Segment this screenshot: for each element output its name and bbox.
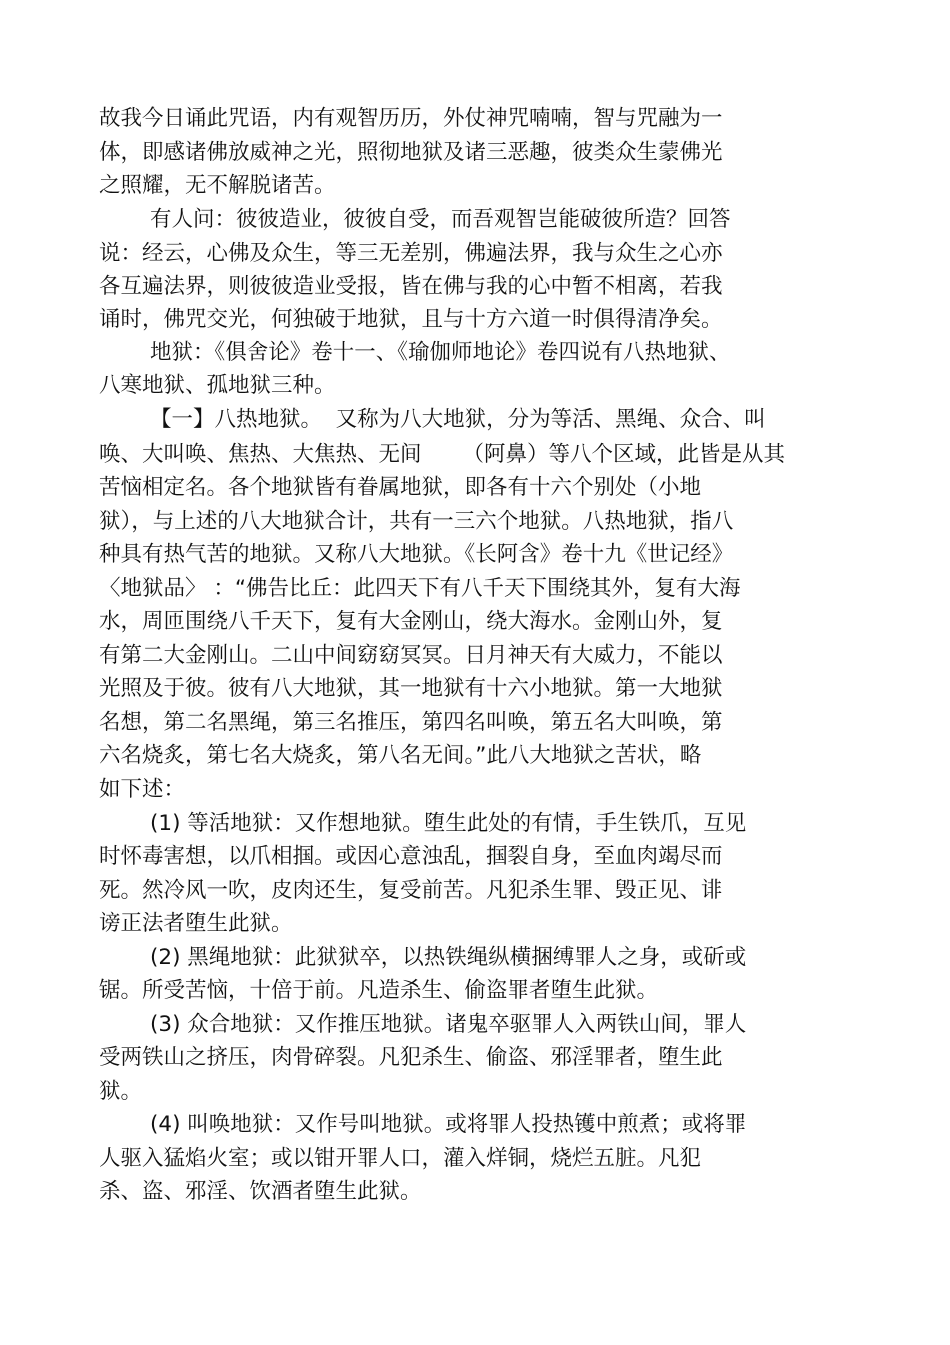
- text-line: 谤正法者堕生此狱。: [99, 911, 293, 936]
- text-line: 受两铁山之挤压，肉骨碎裂。凡犯杀生、偷盗、邪淫罪者，堕生此: [99, 1045, 723, 1070]
- text-line: 死。然冷风一吹，皮肉还生，复受前苦。凡犯杀生罪、毁正见、诽: [99, 878, 723, 903]
- text-line: 故我今日诵此咒语，内有观智历历，外仗神咒喃喃，智与咒融为一: [99, 106, 723, 131]
- text-line: 如下述：: [99, 777, 186, 802]
- text-line: 八寒地狱、孤地狱三种。: [99, 373, 336, 398]
- text-line: 杀、盗、邪淫、饮酒者堕生此狱。: [99, 1179, 422, 1204]
- text-line: 有第二大金刚山。二山中间窈窈冥冥。日月神天有大威力，不能以: [99, 643, 723, 668]
- text-line: 〈地狱品〉 ：“佛告比丘：此四天下有八千天下围绕其外，复有大海: [99, 576, 741, 601]
- list-item-line: (4) 叫唤地狱：又作号叫地狱。或将罪人投热镬中煎煮；或将罪: [150, 1112, 747, 1137]
- text-line: 六名烧炙，第七名大烧炙，第八名无间。”此八大地狱之苦状，略: [99, 743, 702, 768]
- text-line: 种具有热气苦的地狱。又称八大地狱。《长阿含》卷十九《世记经》: [99, 542, 734, 567]
- text-line: 有人问：彼彼造业，彼彼自受，而吾观智岂能破彼所造？回答: [150, 207, 731, 232]
- text-line: 唤、大叫唤、焦热、大焦热、无间 （阿鼻）等八个区域，此皆是从其: [99, 442, 786, 467]
- text-line: 水，周匝围绕八千天下，复有大金刚山，绕大海水。金刚山外，复: [99, 609, 723, 634]
- text-line: 地狱：《俱舍论》卷十一、《瑜伽师地论》卷四说有八热地狱、: [150, 340, 731, 365]
- text-line: 狱。: [99, 1079, 143, 1104]
- text-line: 各互遍法界，则彼彼造业受报，皆在佛与我的心中暂不相离，若我: [99, 274, 723, 299]
- text-line: 狱），与上述的八大地狱合计，共有一三六个地狱。八热地狱，指八: [99, 509, 734, 534]
- text-line: 体，即感诸佛放威神之光，照彻地狱及诸三恶趣，彼类众生蒙佛光: [99, 140, 723, 165]
- list-item-line: (2) 黑绳地狱：此狱狱卒，以热铁绳纵横捆缚罪人之身，或斫或: [150, 945, 747, 970]
- text-line: 诵时，佛咒交光，何独破于地狱，且与十方六道一时俱得清净矣。: [99, 307, 723, 332]
- text-line: 说：经云，心佛及众生，等三无差别，佛遍法界，我与众生之心亦: [99, 241, 723, 266]
- text-line: 时怀毒害想，以爪相掴。或因心意浊乱，掴裂自身，至血肉竭尽而: [99, 844, 723, 869]
- list-item-line: (1) 等活地狱：又作想地狱。堕生此处的有情，手生铁爪，互见: [150, 811, 747, 836]
- text-line: 之照耀，无不解脱诸苦。: [99, 173, 336, 198]
- text-line: 名想，第二名黑绳，第三名推压，第四名叫唤，第五名大叫唤，第: [99, 710, 723, 735]
- text-line: 人驱入猛焰火室；或以钳开罪人口，灌入烊铜，烧烂五脏。凡犯: [99, 1146, 702, 1171]
- section-heading: 【一】八热地狱。 又称为八大地狱，分为等活、黑绳、众合、叫: [150, 407, 766, 432]
- text-line: 光照及于彼。彼有八大地狱，其一地狱有十六小地狱。第一大地狱: [99, 676, 723, 701]
- list-item-line: (3) 众合地狱：又作推压地狱。诸鬼卒驱罪人入两铁山间，罪人: [150, 1012, 747, 1037]
- text-line: 锯。所受苦恼，十倍于前。凡造杀生、偷盗罪者堕生此狱。: [99, 978, 659, 1003]
- text-line: 苦恼相定名。各个地狱皆有眷属地狱，即各有十六个别处（小地: [99, 475, 702, 500]
